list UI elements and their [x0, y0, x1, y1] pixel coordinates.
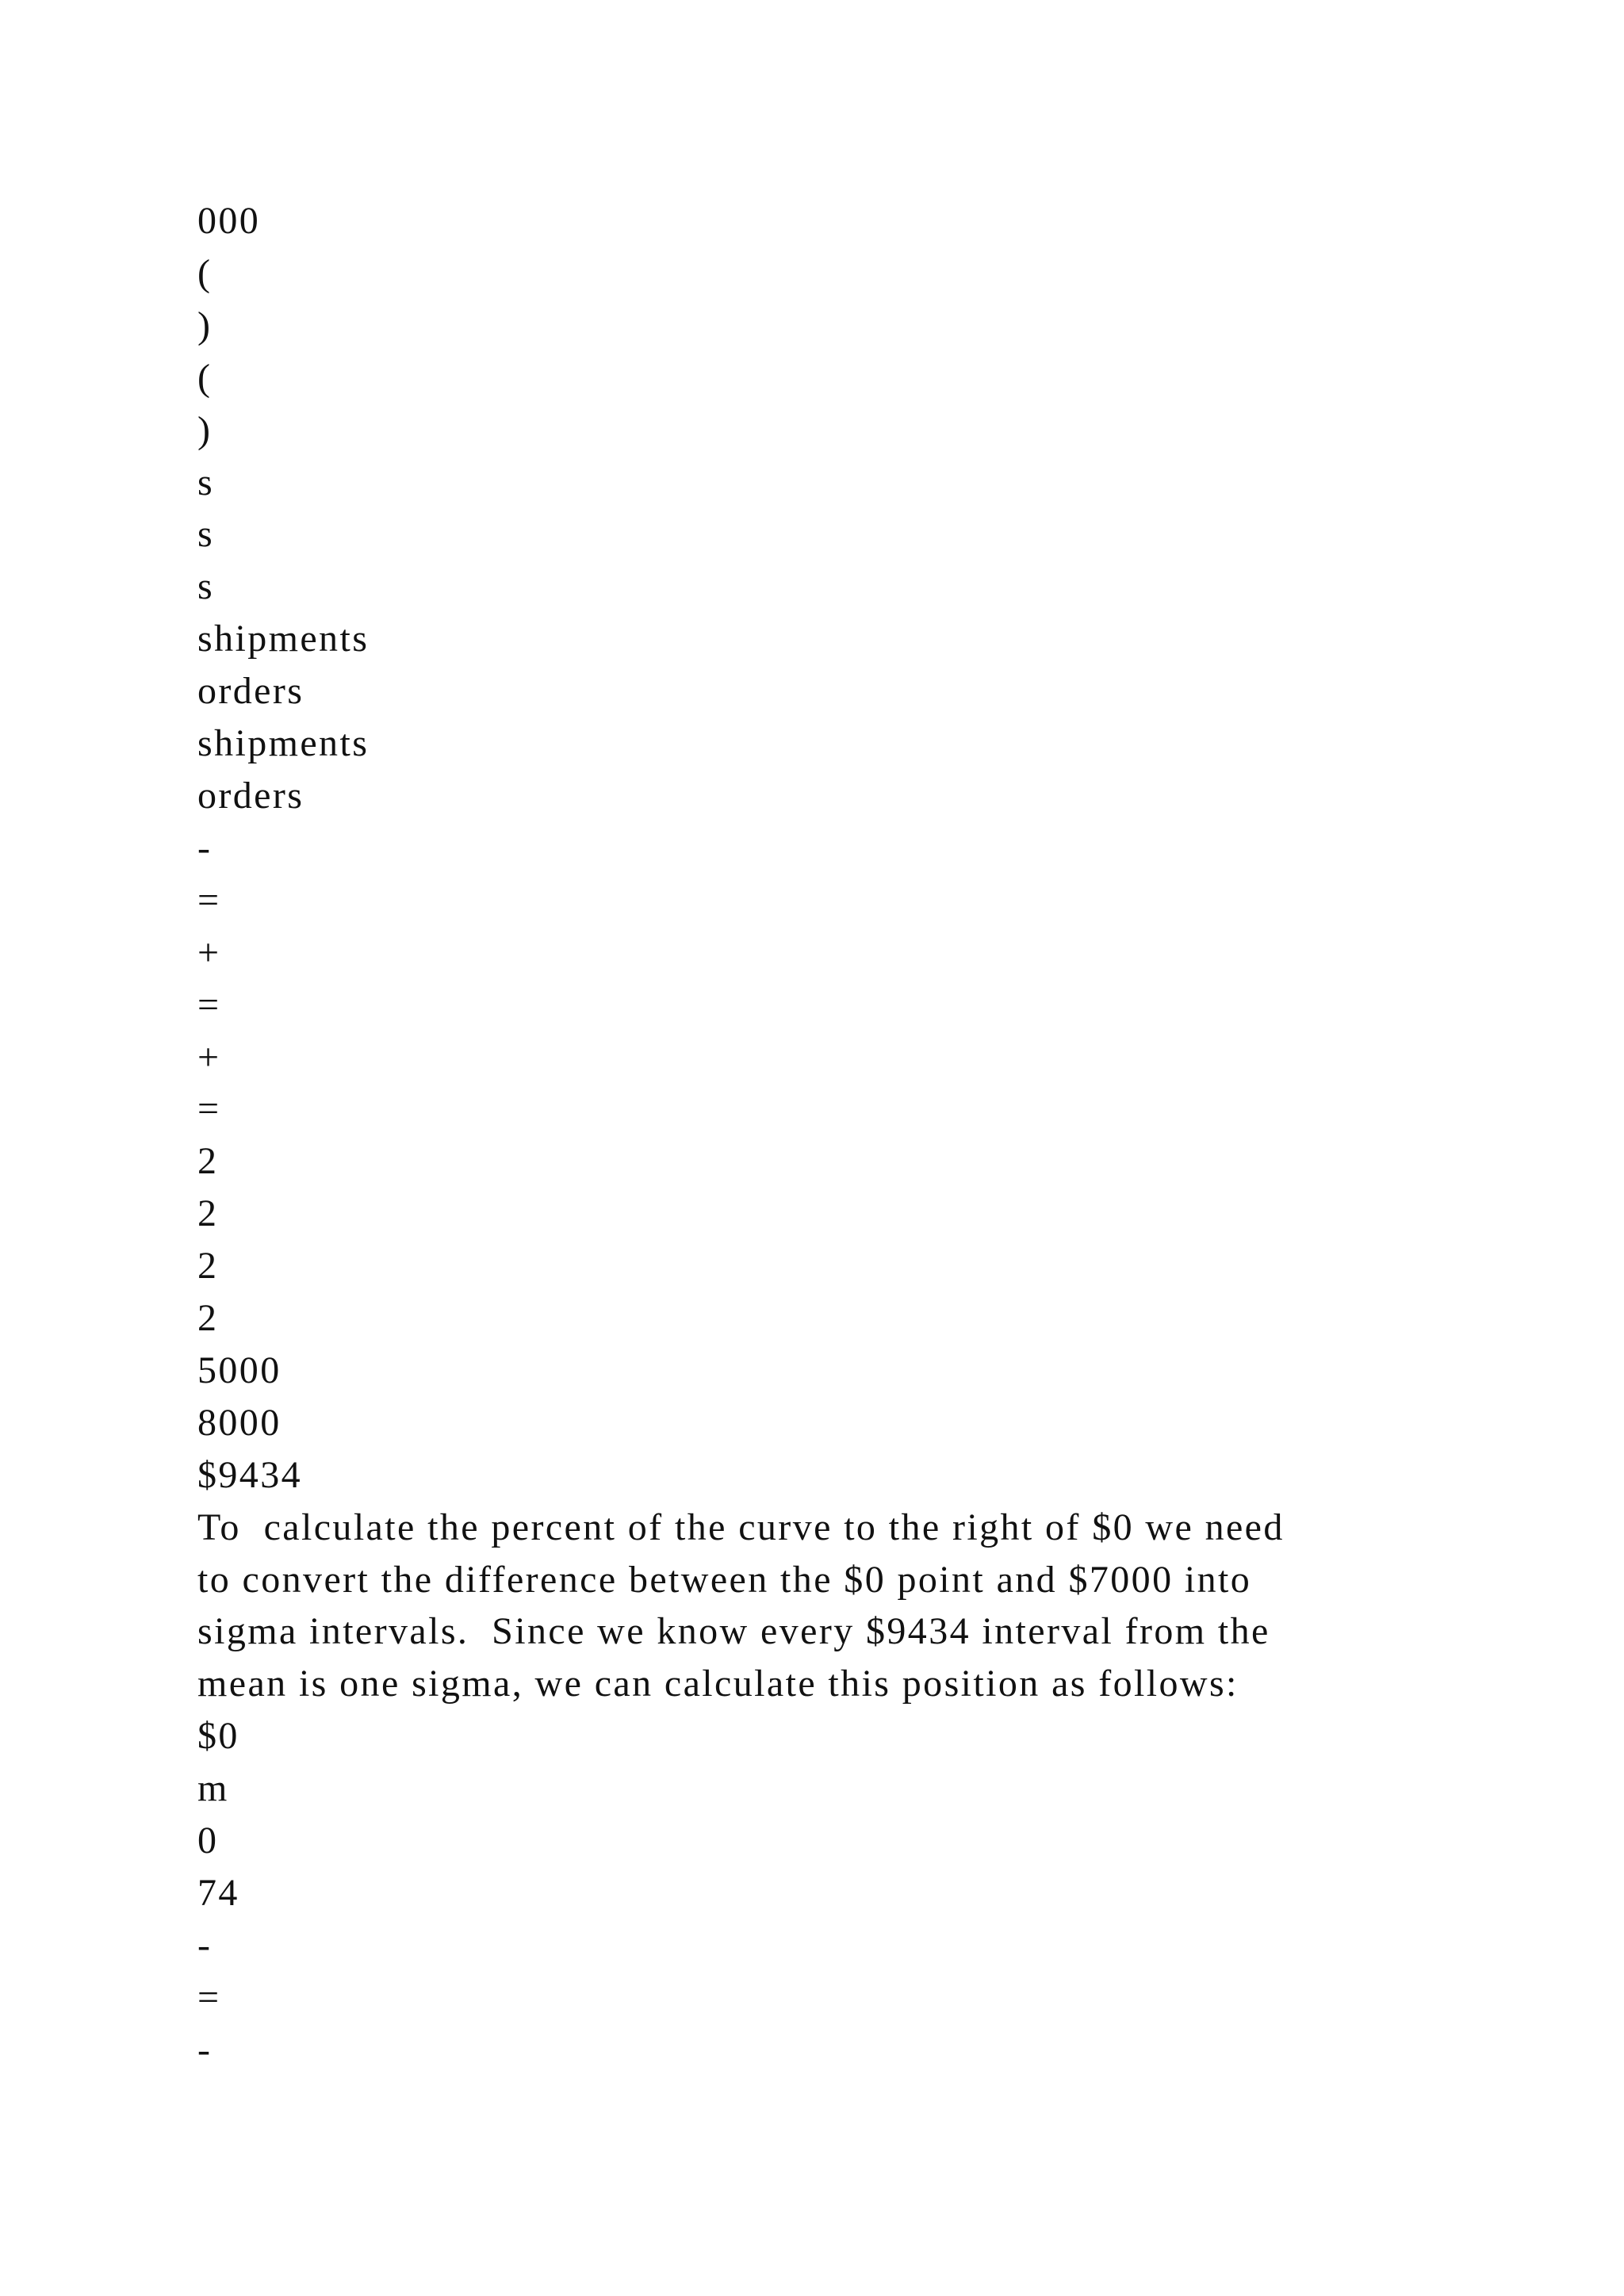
text-line: + — [197, 931, 221, 974]
text-line: ) — [197, 408, 213, 451]
text-line: 000 — [197, 200, 261, 242]
text-line: orders — [197, 774, 304, 817]
text-line: $0 — [197, 1715, 239, 1758]
text-line: s — [197, 513, 215, 556]
text-line: = — [197, 878, 221, 921]
text-line: shipments — [197, 618, 370, 660]
text-line: - — [197, 2028, 213, 2071]
text-line: 0 — [197, 1820, 219, 1862]
paragraph-line: To calculate the percent of the curve to the right of $0 we need — [197, 1506, 1285, 1548]
text-line: m — [197, 1767, 229, 1810]
text-line: = — [197, 983, 221, 1026]
text-line: s — [197, 565, 215, 608]
text-line: 2 — [197, 1245, 219, 1288]
text-line: 2 — [197, 1297, 219, 1340]
text-line: 5000 — [197, 1349, 282, 1391]
text-line: = — [197, 1088, 221, 1131]
text-line: ) — [197, 304, 213, 346]
document-body — [197, 195, 1434, 2076]
text-line: = — [197, 1976, 221, 2019]
text-line: ( — [197, 251, 213, 294]
text-line: 74 — [197, 1872, 239, 1914]
text-line: shipments — [197, 722, 370, 765]
paragraph-line: mean is one sigma, we can calculate this position as follows: — [197, 1663, 1239, 1705]
text-line: $9434 — [197, 1453, 302, 1496]
text-line: s — [197, 461, 215, 503]
paragraph-line: sigma intervals. Since we know every $9434 interval from the — [197, 1610, 1270, 1653]
paragraph-line: to convert the difference between the $0 point and $7000 into — [197, 1558, 1252, 1601]
text-line: 8000 — [197, 1401, 282, 1444]
text-line: - — [197, 826, 213, 869]
text-line: 2 — [197, 1140, 219, 1183]
text-line: orders — [197, 670, 304, 713]
text-line: ( — [197, 356, 213, 399]
text-line: - — [197, 1923, 213, 1966]
text-line: + — [197, 1035, 221, 1078]
text-line: 2 — [197, 1192, 219, 1235]
